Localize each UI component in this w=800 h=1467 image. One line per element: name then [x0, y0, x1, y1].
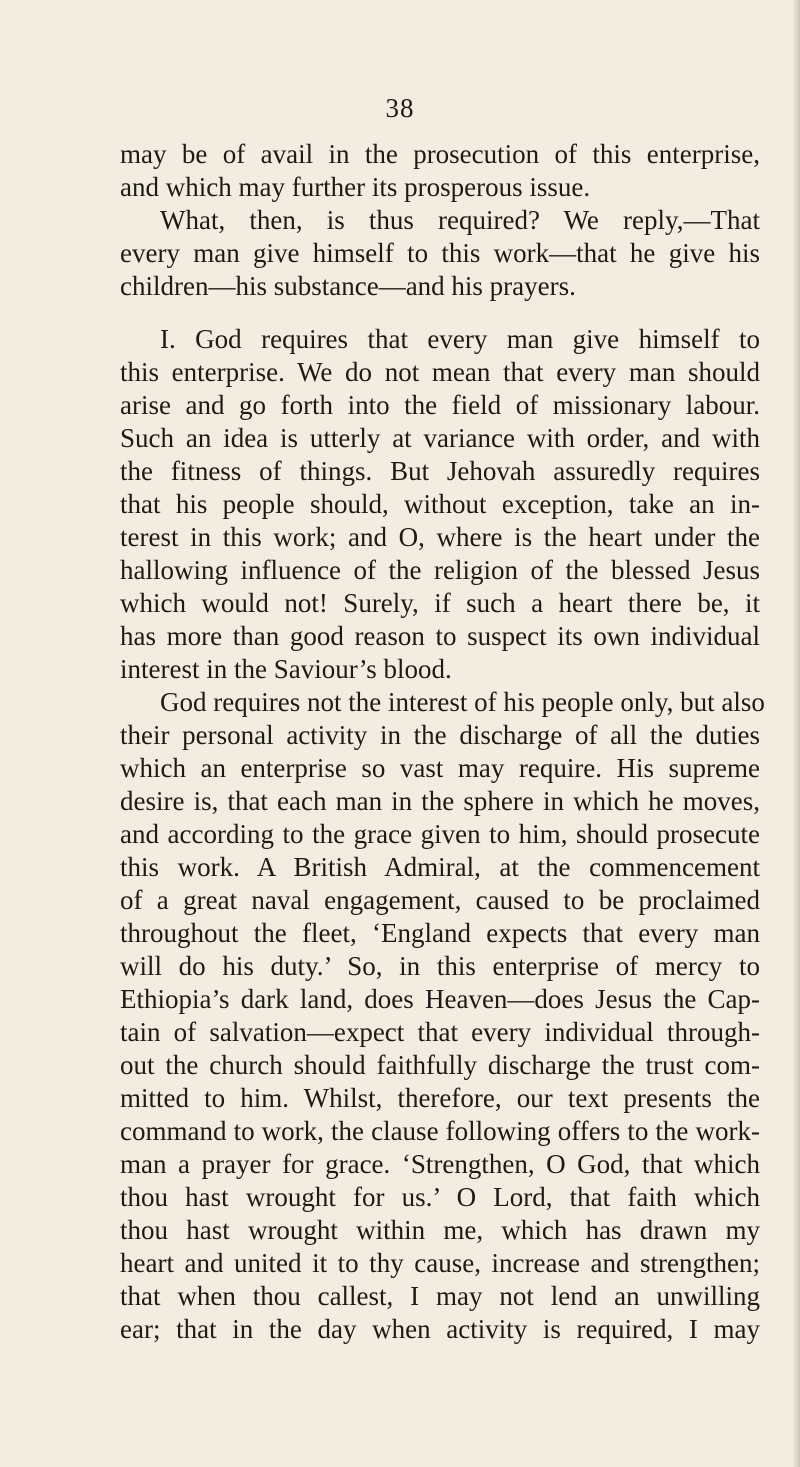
text-line: Ethiopia’s dark land, does Heaven—does Jesus the Cap-	[120, 984, 760, 1014]
text-line: thou hast wrought for us.’ O Lord, that faith which	[120, 1182, 760, 1212]
text-line: which an enterprise so vast may require. His supreme	[120, 753, 760, 783]
text-line: man a prayer for grace. ‘Strengthen, O God, that which	[120, 1149, 760, 1179]
paragraph-2	[120, 204, 760, 303]
paragraph-4	[120, 686, 765, 1346]
text-line: hallowing influence of the religion of the blessed Jesus	[120, 555, 760, 585]
paragraph-gap	[120, 303, 760, 323]
text-line: their personal activity in the discharge of all the duties	[120, 720, 760, 750]
text-line: will do his duty.’ So, in this enterprise of mercy to	[120, 951, 760, 981]
text-line: every man give himself to this work—that he give his	[120, 238, 760, 268]
text-line: thou hast wrought within me, which has drawn my	[120, 1215, 760, 1245]
page-body	[120, 138, 765, 1346]
text-line: Such an idea is utterly at variance with order, and with	[120, 423, 760, 453]
text-line: interest in the Saviour’s blood.	[120, 654, 452, 684]
text-line: this work. A British Admiral, at the commencement	[120, 852, 760, 882]
page-edge-shadow	[792, 0, 800, 1467]
text-line: desire is, that each man in the sphere in which he moves,	[120, 786, 760, 816]
text-line: may be of avail in the prosecution of this enterprise,	[120, 139, 760, 169]
text-line: What, then, is thus required? We reply,—That	[160, 205, 760, 235]
text-line: the fitness of things. But Jehovah assuredly requires	[120, 456, 760, 486]
text-line: out the church should faithfully discharge the trust com-	[120, 1050, 760, 1080]
text-line: I. God requires that every man give himself to	[160, 324, 760, 354]
page-number: 38	[385, 93, 415, 123]
text-line: and according to the grace given to him, should prosecute	[120, 819, 760, 849]
text-line: and which may further its prosperous issue.	[120, 172, 591, 202]
text-line: command to work, the clause following offers to the work-	[120, 1116, 760, 1146]
text-line: throughout the fleet, ‘England expects that every man	[120, 918, 760, 948]
text-line: terest in this work; and O, where is the heart under the	[120, 522, 760, 552]
text-line: tain of salvation—expect that every individual through-	[120, 1017, 760, 1047]
text-line: children—his substance—and his prayers.	[120, 271, 576, 301]
text-line: ear; that in the day when activity is required, I may	[120, 1314, 760, 1344]
text-line: God requires not the interest of his people only, but also	[160, 687, 765, 717]
text-line: of a great naval engagement, caused to be proclaimed	[120, 885, 760, 915]
text-line: which would not! Surely, if such a heart there be, it	[120, 588, 760, 618]
paragraph-1	[120, 138, 760, 204]
text-line: arise and go forth into the field of missionary labour.	[120, 390, 760, 420]
paragraph-3	[120, 323, 760, 686]
text-line: heart and united it to thy cause, increase and strengthen;	[120, 1248, 760, 1278]
text-line: this enterprise. We do not mean that every man should	[120, 357, 760, 387]
text-line: mitted to him. Whilst, therefore, our text presents the	[120, 1083, 760, 1113]
text-line: that his people should, without exception, take an in-	[120, 489, 760, 519]
text-line: that when thou callest, I may not lend an unwilling	[120, 1281, 760, 1311]
text-line: has more than good reason to suspect its own individual	[120, 621, 760, 651]
